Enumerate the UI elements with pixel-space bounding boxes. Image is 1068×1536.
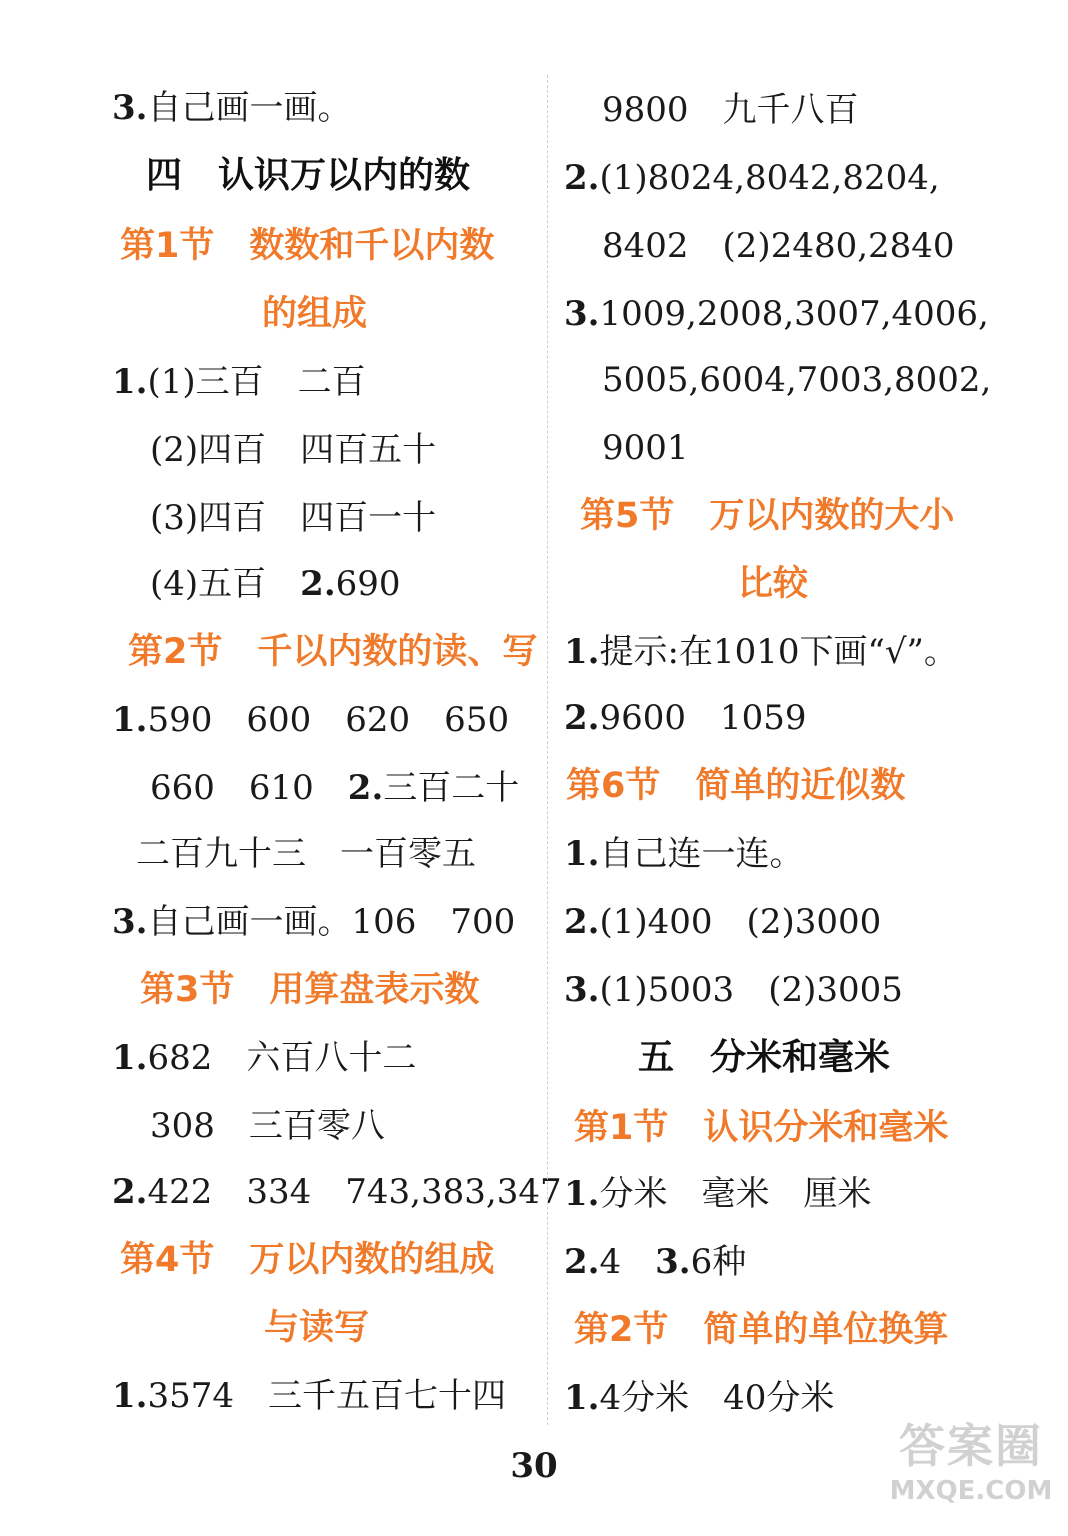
section-title: 第1节 数数和千以内数	[120, 226, 495, 266]
answer-line: 5005,6004,7003,8002,	[602, 360, 992, 400]
column-divider	[547, 75, 548, 1425]
answer-line: 1.3574 三千五百七十四	[112, 1376, 507, 1416]
answer-line: 3.1009,2008,3007,4006,	[564, 294, 989, 334]
watermark-logo	[886, 1416, 1056, 1526]
page-number: 30	[510, 1446, 558, 1486]
section-title: 第3节 用算盘表示数	[140, 970, 480, 1010]
section-title-cont: 的组成	[262, 294, 368, 334]
answer-line: 二百九十三 一百零五	[136, 834, 476, 874]
answer-line: (3)四百 四百一十	[150, 498, 437, 538]
section-title: 第6节 简单的近似数	[566, 766, 906, 806]
answer-line: 2.4 3.6种	[564, 1242, 747, 1282]
answer-line: 1.提示:在1010下画“√”。	[564, 632, 958, 672]
answer-line: 2.9600 1059	[564, 698, 807, 738]
chapter-title: 五 分米和毫米	[638, 1037, 891, 1078]
answer-line: 1.自己连一连。	[564, 834, 804, 874]
answer-line: 8402 (2)2480,2840	[602, 226, 955, 266]
section-title: 第1节 认识分米和毫米	[574, 1108, 949, 1148]
section-title: 第2节 简单的单位换算	[574, 1310, 949, 1350]
answer-line: (4)五百 2.690	[150, 564, 401, 604]
answer-line: 1.分米 毫米 厘米	[564, 1174, 872, 1214]
answer-line: 2.422 334 743,383,347	[112, 1172, 562, 1212]
answer-line: 1.590 600 620 650	[112, 700, 510, 740]
watermark-text: 答案圈	[899, 1419, 1043, 1473]
chapter-title: 四 认识万以内的数	[146, 155, 471, 196]
section-title-cont: 比较	[738, 564, 809, 604]
answer-line: 3.自己画一画。106 700	[112, 902, 516, 942]
section-title-cont: 与读写	[264, 1308, 370, 1348]
answer-line: 9800 九千八百	[602, 90, 859, 130]
answer-line: 1.4分米 40分米	[564, 1378, 835, 1418]
section-title: 第2节 千以内数的读、写	[128, 632, 538, 672]
answer-line: 3.自己画一画。	[112, 88, 352, 128]
section-title: 第5节 万以内数的大小	[580, 496, 955, 536]
answer-line: (2)四百 四百五十	[150, 430, 437, 470]
answer-line: 1.682 六百八十二	[112, 1038, 417, 1078]
answer-line: 3.(1)5003 (2)3005	[564, 970, 903, 1010]
answer-line: 2.(1)400 (2)3000	[564, 902, 882, 942]
section-title: 第4节 万以内数的组成	[120, 1240, 495, 1280]
answer-line: 1.(1)三百 二百	[112, 362, 366, 402]
watermark-url: MXQE.COM	[889, 1476, 1053, 1506]
answer-line: 308 三百零八	[150, 1106, 385, 1146]
answer-line: 660 610 2.三百二十	[150, 768, 520, 808]
answer-line: 9001	[602, 428, 689, 468]
answer-line: 2.(1)8024,8042,8204,	[564, 158, 940, 198]
